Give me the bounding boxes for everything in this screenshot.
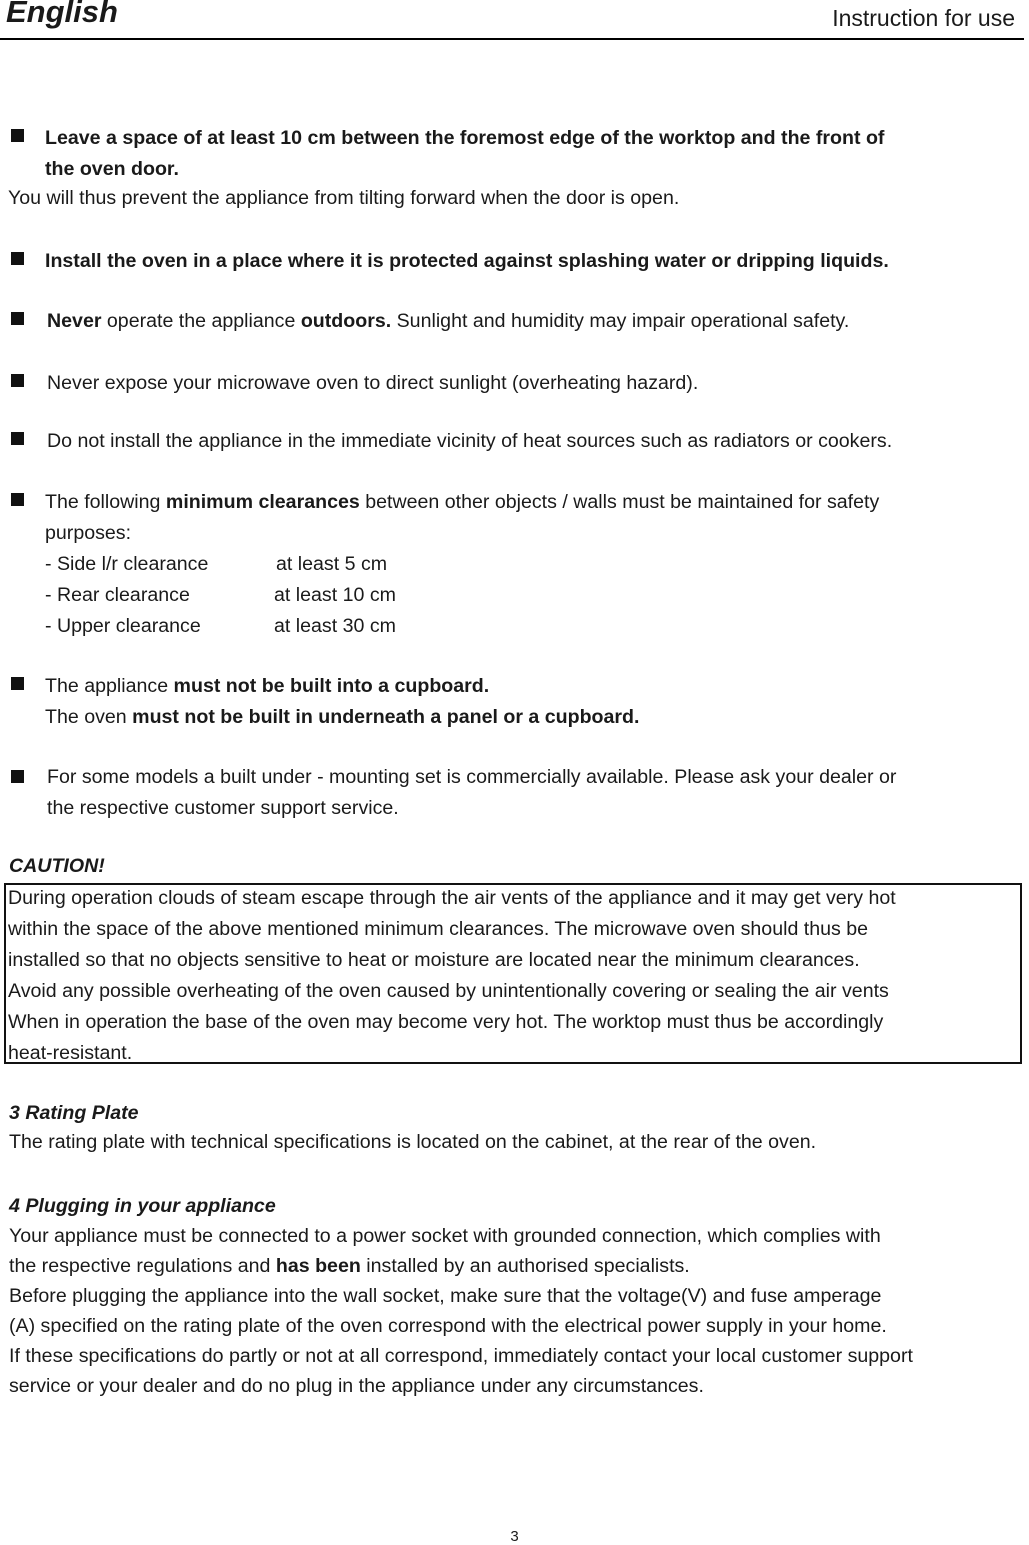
item7-part1: The appliance: [45, 675, 174, 697]
item1-line2: the oven door.: [45, 158, 179, 180]
header-rule: [0, 38, 1024, 40]
item6-minimum-clearances: minimum clearances: [165, 491, 360, 513]
item4-text: Never expose your microwave oven to direct sunlight (overheating hazard).: [47, 372, 699, 394]
caution-heading: CAUTION!: [9, 855, 105, 877]
item7-line1: [45, 675, 489, 697]
plugging-line2: [9, 1255, 690, 1277]
plugging-line1: Your appliance must be connected to a power socket with grounded connection, which complies with: [9, 1225, 881, 1247]
item6-line2: purposes:: [45, 522, 132, 544]
clearance-upper-value: at least 30 cm: [274, 615, 396, 637]
item3-text: [47, 310, 849, 332]
plugging-line2-a: the respective regulations and: [9, 1255, 276, 1277]
page-number: 3: [510, 1528, 519, 1545]
caution-line: During operation clouds of steam escape through the air vents of the appliance and it may get very hot: [8, 887, 896, 909]
bullet-square-icon: [11, 374, 24, 387]
item1-note: You will thus prevent the appliance from tilting forward when the door is open.: [8, 187, 680, 209]
document-title: Instruction for use: [832, 5, 1015, 31]
clearance-upper-label: - Upper clearance: [45, 615, 201, 637]
bullet-square-icon: [11, 312, 24, 325]
caution-line: When in operation the base of the oven may become very hot. The worktop must thus be accordingly: [8, 1011, 884, 1033]
item7-bold1: must not be built into a cupboard.: [173, 675, 490, 697]
item7-line2: [45, 706, 639, 728]
plugging-heading: 4 Plugging in your appliance: [9, 1195, 276, 1217]
plugging-line6: service or your dealer and do no plug in the appliance under any circumstances.: [9, 1375, 704, 1397]
language-label: English: [6, 0, 118, 29]
item5-text: Do not install the appliance in the immediate vicinity of heat sources such as radiators or cookers.: [47, 430, 893, 452]
rating-text: The rating plate with technical specifications is located on the cabinet, at the rear of the oven.: [9, 1131, 817, 1153]
bullet-square-icon: [11, 677, 24, 690]
item8-line1: For some models a built under - mounting set is commercially available. Please ask your dealer or: [47, 766, 897, 788]
bullet-square-icon: [11, 770, 24, 783]
plugging-line4: (A) specified on the rating plate of the oven correspond with the electrical power supply in your home.: [9, 1315, 887, 1337]
item6-part2: between other objects / walls must be maintained for safety: [359, 491, 880, 513]
clearance-rear-value: at least 10 cm: [274, 584, 396, 606]
bullet-square-icon: [11, 493, 24, 506]
plugging-line3: Before plugging the appliance into the wall socket, make sure that the voltage(V) and fuse amperage: [9, 1285, 882, 1307]
caution-box: [4, 883, 1022, 1064]
item7-part2: The oven: [45, 706, 133, 728]
item3-never: Never: [47, 310, 102, 332]
clearance-rear-label: - Rear clearance: [45, 584, 190, 606]
caution-line: heat-resistant.: [8, 1042, 133, 1064]
item3-part2: Sunlight and humidity may impair operational safety.: [391, 310, 850, 332]
plugging-line2-c: installed by an authorised specialists.: [360, 1255, 690, 1277]
clearance-side-label: - Side l/r clearance: [45, 553, 209, 575]
clearance-side-value: at least 5 cm: [276, 553, 388, 575]
caution-line: within the space of the above mentioned minimum clearances. The microwave oven should thus be: [8, 918, 869, 940]
item2-text: Install the oven in a place where it is protected against splashing water or dripping liquids.: [45, 250, 889, 272]
rating-heading: 3 Rating Plate: [9, 1102, 139, 1124]
plugging-has-been: has been: [275, 1255, 361, 1277]
item3-outdoors: outdoors.: [300, 310, 392, 332]
item8-line2: the respective customer support service.: [47, 797, 399, 819]
item7-bold2: must not be built in underneath a panel or a cupboard.: [132, 706, 640, 728]
bullet-square-icon: [11, 129, 24, 142]
item3-part1: operate the appliance: [101, 310, 301, 332]
item1-line1: Leave a space of at least 10 cm between the foremost edge of the worktop and the front of: [45, 127, 885, 149]
bullet-square-icon: [11, 432, 24, 445]
bullet-square-icon: [11, 252, 24, 265]
plugging-line5: If these specifications do partly or not at all correspond, immediately contact your local customer support: [9, 1345, 913, 1367]
item6-part1: The following: [45, 491, 166, 513]
caution-line: installed so that no objects sensitive to heat or moisture are located near the minimum clearances.: [8, 949, 860, 971]
caution-line: Avoid any possible overheating of the oven caused by unintentionally covering or sealing the air vents: [8, 980, 889, 1002]
item6-line1: [45, 491, 879, 513]
